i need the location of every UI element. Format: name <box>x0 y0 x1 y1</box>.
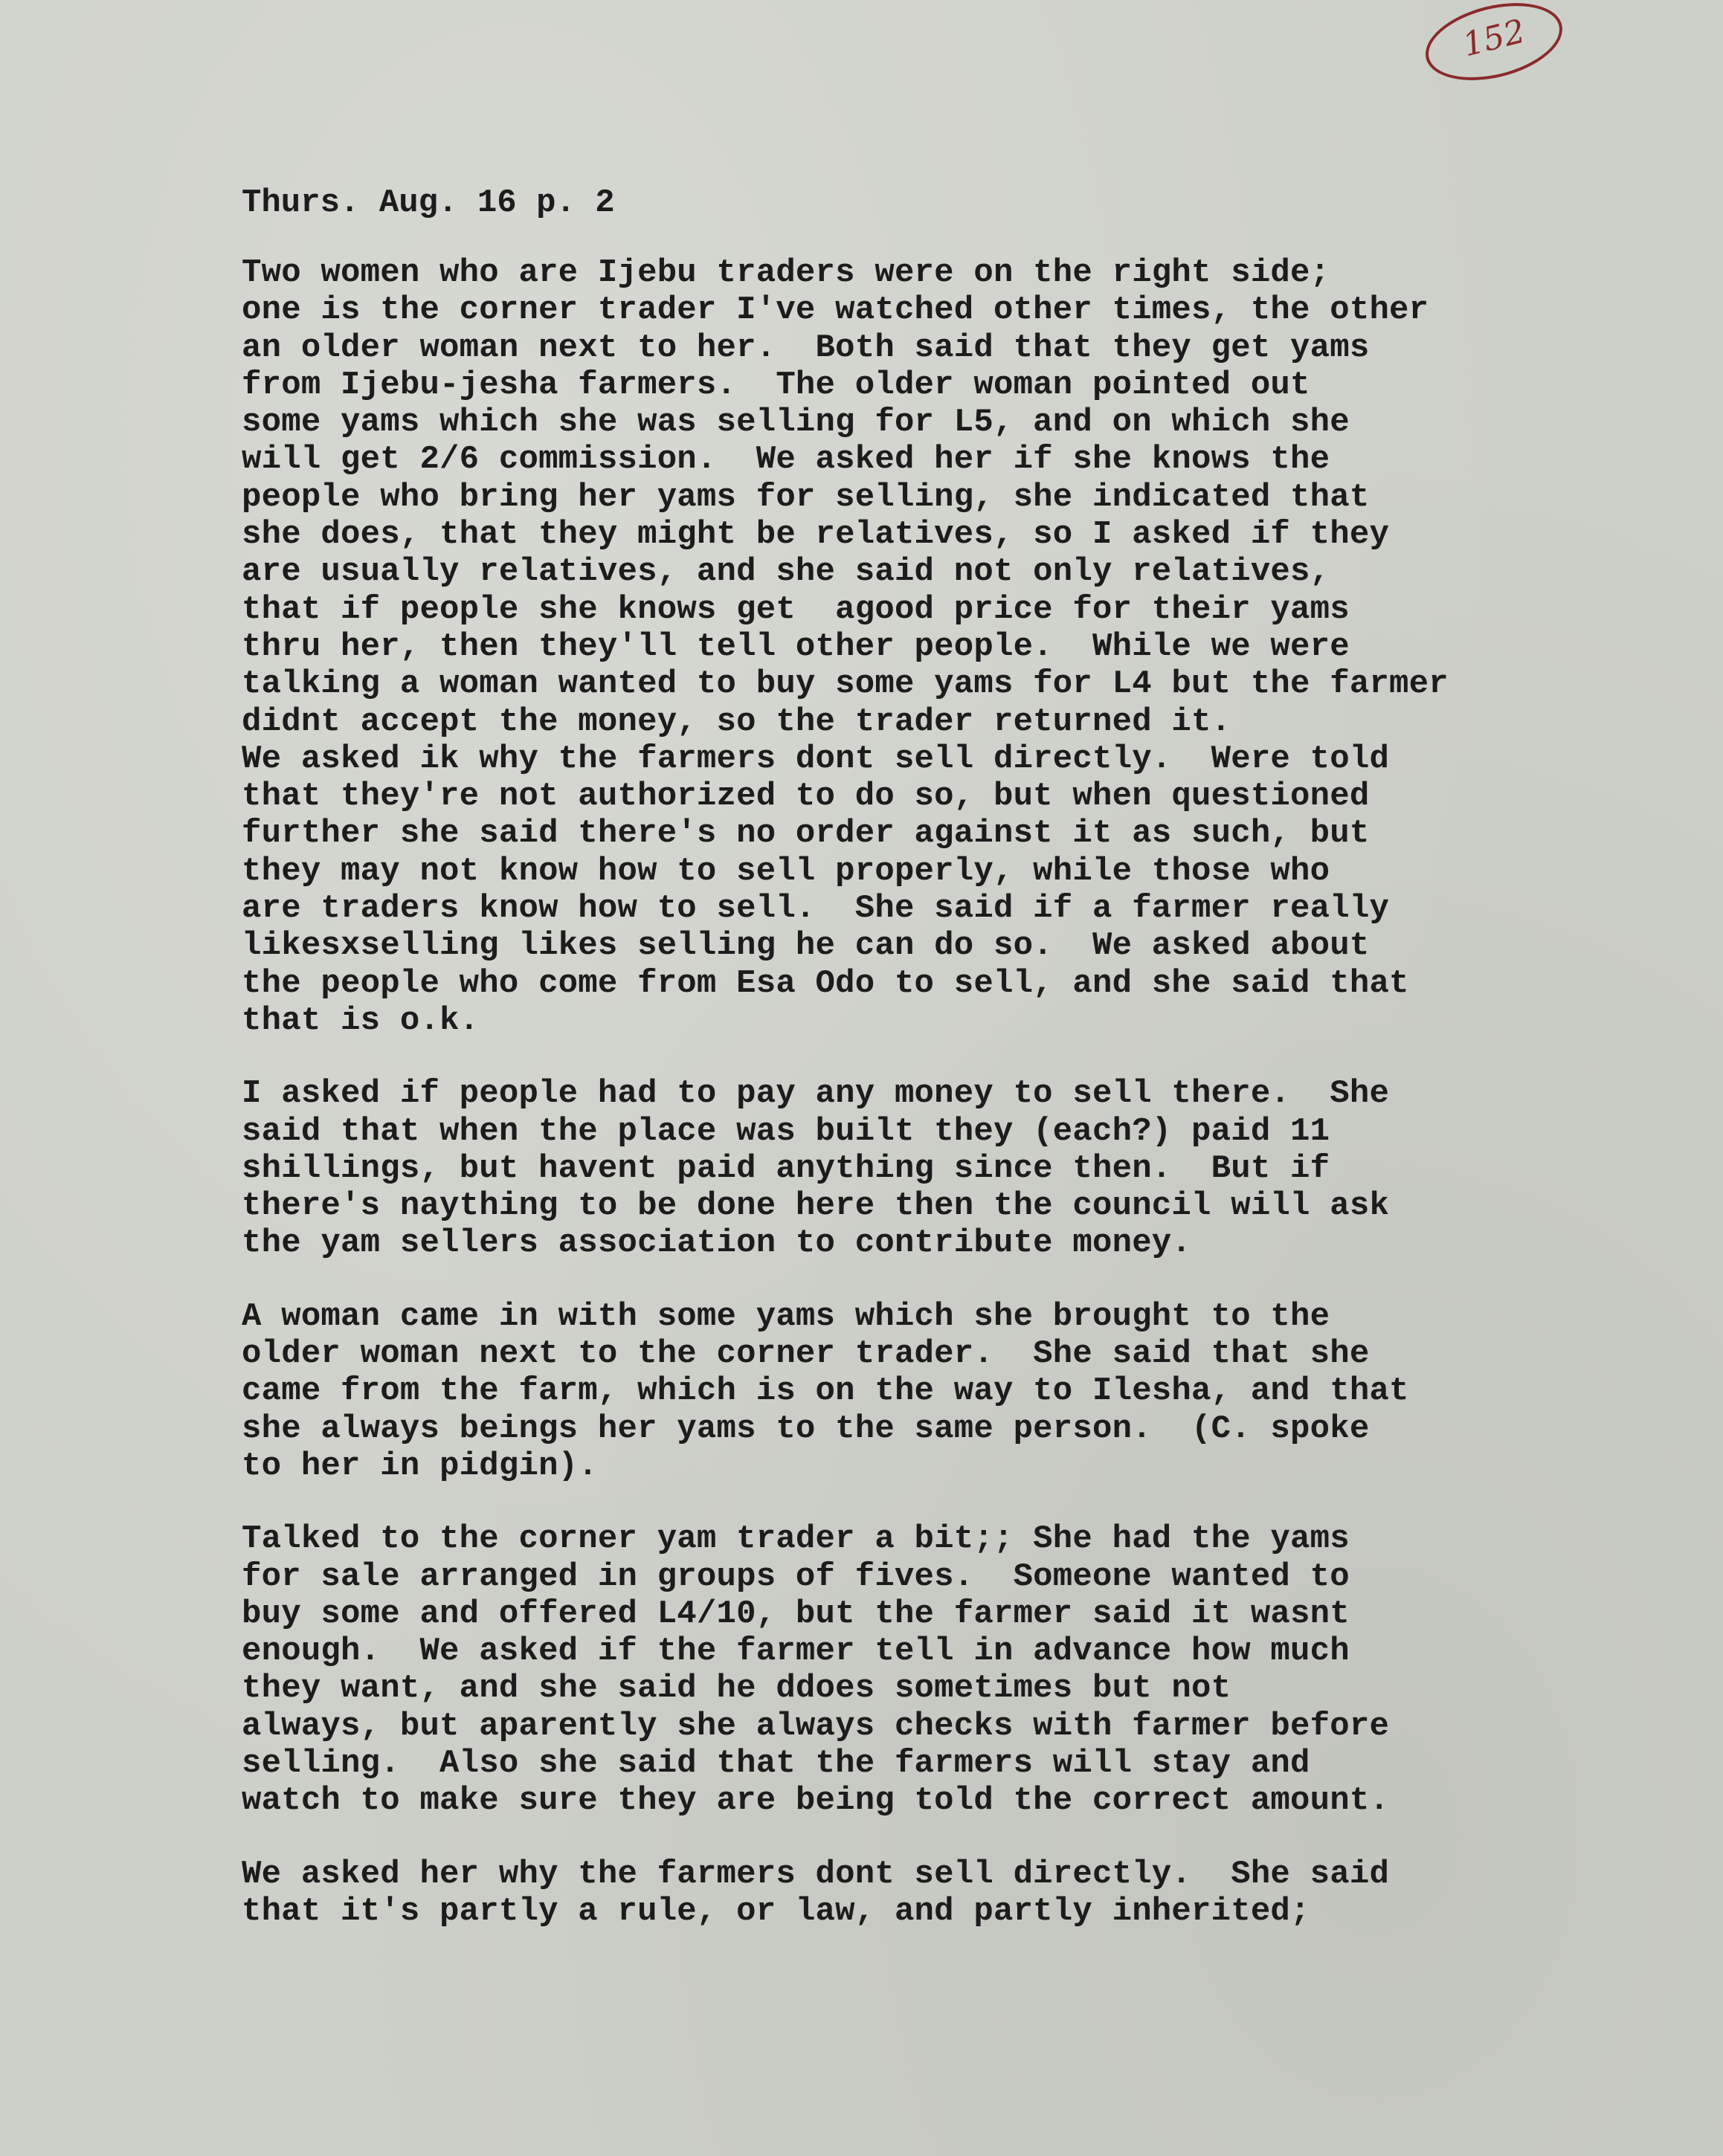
text-line: We asked ik why the farmers dont sell directly. Were told <box>242 740 1390 778</box>
text-line: likesxselling likes selling he can do so. We asked about <box>242 927 1370 965</box>
text-line: watch to make sure they are being told the correct amount. <box>242 1782 1390 1820</box>
text-line: I asked if people had to pay any money to sell there. She <box>242 1075 1390 1113</box>
text-line: an older woman next to her. Both said that they get yams <box>242 329 1370 367</box>
paragraph <box>242 254 1655 1039</box>
text-line: came from the farm, which is on the way to Ilesha, and that <box>242 1372 1409 1410</box>
text-line: people who bring her yams for selling, she indicated that <box>242 478 1370 516</box>
text-line: We asked her why the farmers dont sell directly. She said <box>242 1855 1390 1893</box>
text-line: from Ijebu-jesha farmers. The older woman pointed out <box>242 366 1310 404</box>
paragraphs <box>242 254 1655 1930</box>
text-line: some yams which she was selling for L5, and on which she <box>242 404 1350 442</box>
text-line: that they're not authorized to do so, but when questioned <box>242 778 1370 816</box>
text-line: enough. We asked if the farmer tell in advance how much <box>242 1633 1350 1671</box>
text-line: further she said there's no order against it as such, but <box>242 815 1370 853</box>
text-line: one is the corner trader I've watched other times, the other <box>242 291 1429 329</box>
text-line: thru her, then they'll tell other people. While we were <box>242 627 1350 665</box>
document-body <box>242 184 1655 1966</box>
text-line: said that when the place was built they (each?) paid 11 <box>242 1112 1330 1150</box>
text-line: there's naything to be done here then the council will ask <box>242 1187 1390 1225</box>
text-line: will get 2/6 commission. We asked her if she knows the <box>242 441 1330 479</box>
text-line: shillings, but havent paid anything since then. But if <box>242 1149 1330 1187</box>
paragraph <box>242 1075 1655 1262</box>
page-number-stamp <box>1424 6 1565 80</box>
text-line: that if people she knows get agood price for their yams <box>242 590 1350 628</box>
text-line: that it's partly a rule, or law, and partly inherited; <box>242 1892 1310 1930</box>
text-line: didnt accept the money, so the trader returned it. <box>242 703 1231 740</box>
text-line: the people who come from Esa Odo to sell, and she said that <box>242 964 1409 1002</box>
text-line: they want, and she said he ddoes sometimes but not <box>242 1670 1231 1708</box>
text-line: Two women who are Ijebu traders were on the right side; <box>242 254 1330 291</box>
text-line: always, but aparently she always checks with farmer before <box>242 1707 1390 1745</box>
text-line: Talked to the corner yam trader a bit;; She had the yams <box>242 1520 1350 1558</box>
page-number: 152 <box>1459 12 1529 65</box>
text-line: for sale arranged in groups of fives. Someone wanted to <box>242 1558 1350 1595</box>
text-line: selling. Also she said that the farmers will stay and <box>242 1744 1310 1782</box>
text-line: A woman came in with some yams which she brought to the <box>242 1297 1330 1335</box>
text-line: older woman next to the corner trader. She said that she <box>242 1335 1370 1373</box>
text-line: are traders know how to sell. She said if a farmer really <box>242 890 1390 928</box>
text-line: that is o.k. <box>242 1001 480 1039</box>
paragraph <box>242 1520 1655 1819</box>
text-line: she always beings her yams to the same person. (C. spoke <box>242 1410 1370 1447</box>
text-line: to her in pidgin). <box>242 1447 598 1485</box>
text-line: buy some and offered L4/10, but the farmer said it wasnt <box>242 1595 1350 1633</box>
text-line: the yam sellers association to contribute money. <box>242 1224 1192 1262</box>
text-line: talking a woman wanted to buy some yams for L4 but the farmer <box>242 665 1449 703</box>
text-line: are usually relatives, and she said not only relatives, <box>242 553 1330 591</box>
paragraph <box>242 1298 1655 1485</box>
paragraph <box>242 1856 1655 1931</box>
text-line: they may not know how to sell properly, while those who <box>242 852 1330 890</box>
text-line: she does, that they might be relatives, so I asked if they <box>242 516 1390 554</box>
page-heading: Thurs. Aug. 16 p. 2 <box>242 184 615 222</box>
